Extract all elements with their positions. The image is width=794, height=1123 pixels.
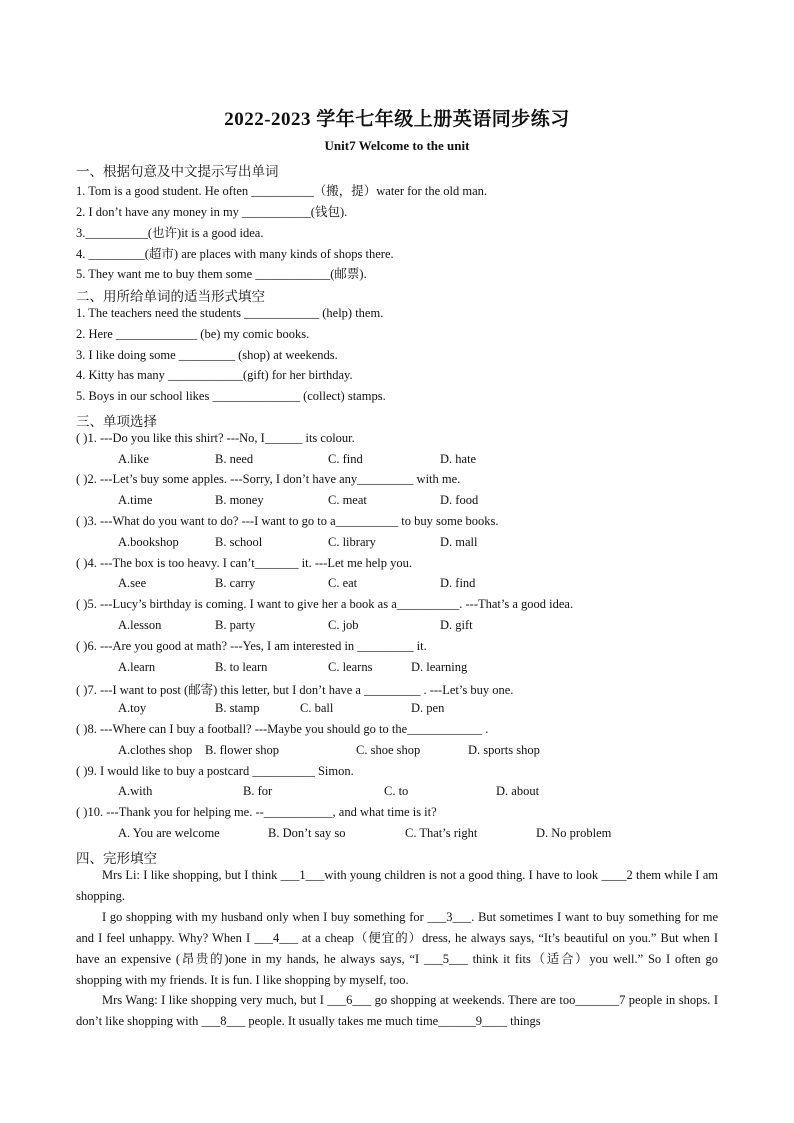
mc-option: D. food [440, 493, 479, 507]
mc-option: D. mall [440, 535, 478, 549]
mc-option: B. need [215, 452, 254, 466]
mc-option: C. to [384, 784, 409, 798]
mc-option: A.bookshop [118, 535, 179, 549]
cloze-paragraph: I go shopping with my husband only when I buy something for ___3___. But sometimes I want to buy something for me and I feel unhappy. Why? When I ___4___ at a cheap（便宜的）dress, he always says, “It’s beautiful on you.” But when I have an expensive (昂贵的)one in my hands, he always says, “I ___5___ think it fits（适合）you well.” So I often go shopping with my friends. It is fun. I like shopping by myself, too. [76, 910, 718, 987]
section1-item: 3.__________(也许)it is a good idea. [76, 226, 264, 240]
section2-heading: 二、用所给单词的适当形式填空 [76, 289, 265, 304]
cloze-paragraph: Mrs Wang: I like shopping very much, but I ___6___ go shopping at weekends. There are too_______7 people in shops. I don’t like shopping with ___8___ people. It usually takes me much time______9____ things [76, 993, 718, 1028]
mc-option: A. You are welcome [118, 826, 220, 840]
section1-item: 2. I don’t have any money in my ___________(钱包). [76, 205, 348, 219]
section1-item: 5. They want me to buy them some ____________(邮票). [76, 267, 367, 281]
mc-question: ( )8. ---Where can I buy a football? ---Maybe you should go to the____________ . [76, 722, 489, 736]
mc-option: B. school [215, 535, 263, 549]
mc-option: B. carry [215, 576, 256, 590]
page-subtitle: Unit7 Welcome to the unit [324, 138, 470, 153]
mc-option: B. party [215, 618, 256, 632]
section4-heading: 四、完形填空 [76, 851, 157, 866]
section2-item: 1. The teachers need the students ____________ (help) them. [76, 306, 384, 320]
section1-heading: 一、根据句意及中文提示写出单词 [76, 164, 279, 179]
mc-option: B. money [215, 493, 264, 507]
mc-option: C. job [328, 618, 359, 632]
section1-item: 4. _________(超市) are places with many kinds of shops there. [76, 247, 394, 261]
section2-item: 3. I like doing some _________ (shop) at weekends. [76, 348, 338, 362]
cloze-paragraph: Mrs Li: I like shopping, but I think ___1___with young children is not a good thing. I have to look ____2 them while I am shopping. [76, 868, 718, 903]
mc-option: B. flower shop [205, 743, 279, 757]
mc-question: ( )3. ---What do you want to do? ---I want to go to a__________ to buy some books. [76, 514, 499, 528]
mc-option: A.with [118, 784, 153, 798]
mc-question: ( )2. ---Let’s buy some apples. ---Sorry, I don’t have any_________ with me. [76, 472, 461, 486]
mc-option: A.lesson [118, 618, 162, 632]
mc-question: ( )6. ---Are you good at math? ---Yes, I am interested in _________ it. [76, 639, 427, 653]
mc-option: A.like [118, 452, 149, 466]
mc-option: D. gift [440, 618, 473, 632]
mc-option: B. to learn [215, 660, 268, 674]
mc-option: A.toy [118, 701, 147, 715]
section3-heading: 三、单项选择 [76, 414, 157, 429]
page-title: 2022-2023 学年七年级上册英语同步练习 [224, 109, 570, 130]
mc-option: D. learning [411, 660, 468, 674]
section1-item: 1. Tom is a good student. He often __________（搬，提）water for the old man. [76, 184, 487, 198]
mc-option: D. sports shop [468, 743, 540, 757]
mc-question: ( )9. I would like to buy a postcard __________ Simon. [76, 764, 354, 778]
mc-question: ( )7. ---I want to post (邮寄) this letter, but I don’t have a _________ . ---Let’s buy one. [76, 683, 514, 697]
mc-option: B. stamp [215, 701, 260, 715]
mc-option: C. eat [328, 576, 358, 590]
mc-option: C. learns [328, 660, 373, 674]
section2-item: 2. Here _____________ (be) my comic books. [76, 327, 310, 341]
mc-option: D. pen [411, 701, 445, 715]
mc-option: D. No problem [536, 826, 612, 840]
mc-question: ( )4. ---The box is too heavy. I can’t_______ it. ---Let me help you. [76, 556, 413, 570]
mc-option: C. find [328, 452, 363, 466]
mc-option: C. library [328, 535, 376, 549]
mc-option: B. Don’t say so [268, 826, 346, 840]
mc-option: C. shoe shop [356, 743, 421, 757]
section2-item: 4. Kitty has many ____________(gift) for her birthday. [76, 368, 353, 382]
mc-option: D. about [496, 784, 540, 798]
mc-option: A.clothes shop [118, 743, 193, 757]
mc-option: D. find [440, 576, 476, 590]
mc-question: ( )10. ---Thank you for helping me. --___________, and what time is it? [76, 805, 437, 819]
mc-option: A.time [118, 493, 153, 507]
mc-option: C. ball [300, 701, 334, 715]
mc-option: A.see [118, 576, 147, 590]
mc-option: A.learn [118, 660, 156, 674]
section2-item: 5. Boys in our school likes ______________ (collect) stamps. [76, 389, 386, 403]
mc-option: D. hate [440, 452, 477, 466]
mc-question: ( )1. ---Do you like this shirt? ---No, I______ its colour. [76, 431, 355, 445]
mc-option: C. That’s right [405, 826, 478, 840]
mc-option: C. meat [328, 493, 367, 507]
mc-option: B. for [243, 784, 273, 798]
mc-question: ( )5. ---Lucy’s birthday is coming. I want to give her a book as a__________. ---That’s a good idea. [76, 597, 574, 611]
